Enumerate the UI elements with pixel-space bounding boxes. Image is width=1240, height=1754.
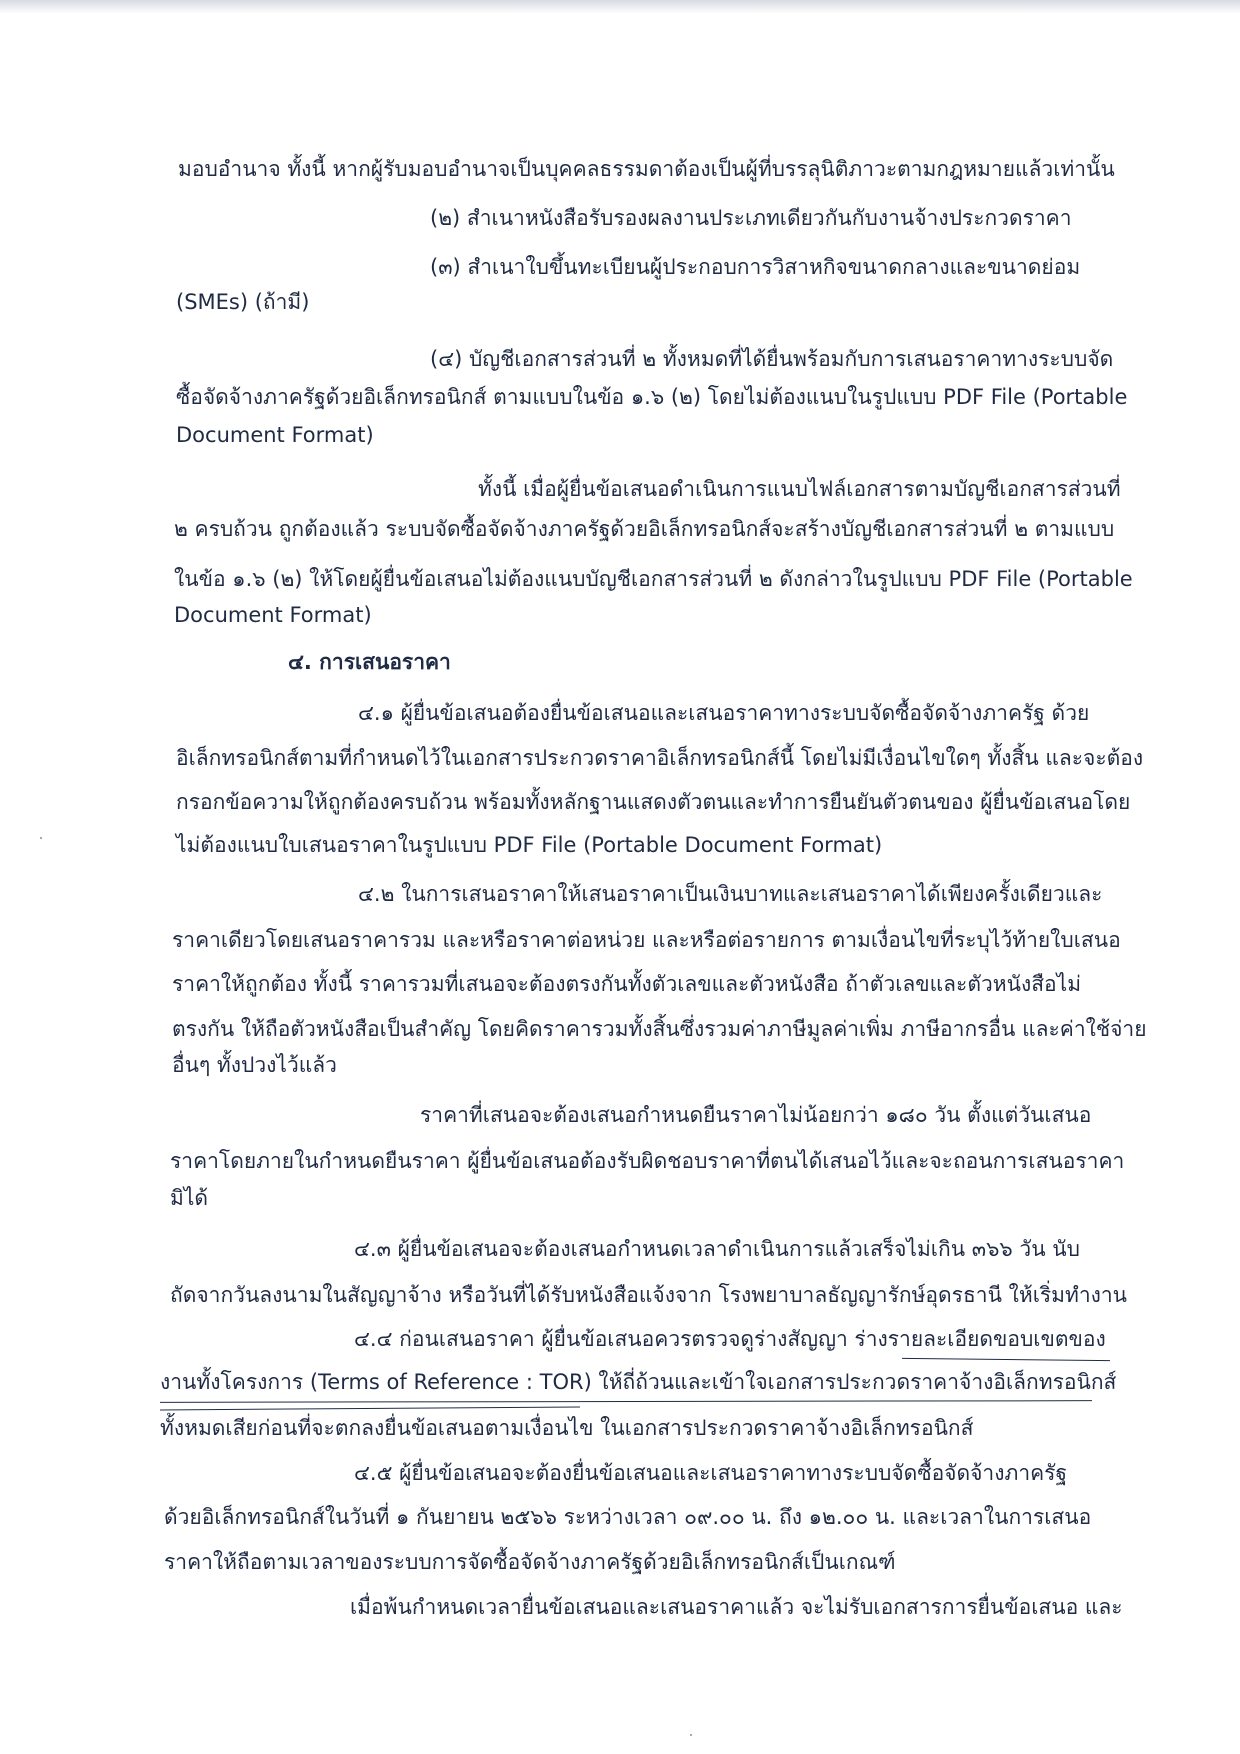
text-line: Document Format) — [176, 423, 374, 447]
text-line: ทั้งนี้ เมื่อผู้ยื่นข้อเสนอดำเนินการแนบไฟล์เอกสารตามบัญชีเอกสารส่วนที่ — [478, 477, 1121, 501]
scan-speck — [40, 837, 42, 839]
text-line: งานทั้งโครงการ (Terms of Reference : TOR) ให้ถี่ถ้วนและเข้าใจเอกสารประกวดราคาจ้างอิเล็กทรอนิกส์ — [160, 1370, 1117, 1394]
text-line: มิได้ — [170, 1186, 209, 1210]
text-line: ถัดจากวันลงนามในสัญญาจ้าง หรือวันที่ได้รับหนังสือแจ้งจาก โรงพยาบาลธัญญารักษ์อุดรธานี ให้เริ่มทำงาน — [170, 1283, 1128, 1307]
text-line: (๒) สำเนาหนังสือรับรองผลงานประเภทเดียวกันกับงานจ้างประกวดราคา — [430, 206, 1072, 230]
text-line: (๓) สำเนาใบขึ้นทะเบียนผู้ประกอบการวิสาหกิจขนาดกลางและขนาดย่อม — [430, 255, 1081, 279]
section-heading: ๔. การเสนอราคา — [288, 650, 451, 674]
text-line: ทั้งหมดเสียก่อนที่จะตกลงยื่นข้อเสนอตามเงื่อนไข ในเอกสารประกวดราคาจ้างอิเล็กทรอนิกส์ — [160, 1416, 974, 1440]
text-line: กรอกข้อความให้ถูกต้องครบถ้วน พร้อมทั้งหลักฐานแสดงตัวตนและทำการยืนยันตัวตนของ ผู้ยื่นข้อเสนอโดย — [176, 790, 1131, 814]
text-line: อื่นๆ ทั้งปวงไว้แล้ว — [172, 1053, 337, 1077]
text-line: อิเล็กทรอนิกส์ตามที่กำหนดไว้ในเอกสารประกวดราคาอิเล็กทรอนิกส์นี้ โดยไม่มีเงื่อนไขใดๆ ทั้งสิ้น และจะต้อง — [176, 746, 1144, 770]
scan-edge-shadow — [0, 0, 1240, 14]
text-line: ซื้อจัดจ้างภาครัฐด้วยอิเล็กทรอนิกส์ ตามแบบในข้อ ๑.๖ (๒) โดยไม่ต้องแนบในรูปแบบ PDF File (Portable — [176, 385, 1128, 409]
text-line: ในข้อ ๑.๖ (๒) ให้โดยผู้ยื่นข้อเสนอไม่ต้องแนบบัญชีเอกสารส่วนที่ ๒ ดังกล่าวในรูปแบบ PDF File (Portable — [174, 567, 1133, 591]
text-line: (SMEs) (ถ้ามี) — [176, 290, 310, 314]
handwritten-underline — [160, 1407, 580, 1411]
text-line: ๔.๔ ก่อนเสนอราคา ผู้ยื่นข้อเสนอควรตรวจดูร่างสัญญา ร่างรายละเอียดขอบเขตของ — [354, 1327, 1106, 1351]
text-line: ไม่ต้องแนบใบเสนอราคาในรูปแบบ PDF File (Portable Document Format) — [176, 833, 883, 857]
text-line: ด้วยอิเล็กทรอนิกส์ในวันที่ ๑ กันยายน ๒๕๖๖ ระหว่างเวลา ๐๙.๐๐ น. ถึง ๑๒.๐๐ น. และเวลาในการเสนอ — [164, 1505, 1092, 1529]
text-line: Document Format) — [174, 603, 372, 627]
handwritten-underline — [160, 1400, 1092, 1403]
text-line: ๔.๕ ผู้ยื่นข้อเสนอจะต้องยื่นข้อเสนอและเสนอราคาทางระบบจัดซื้อจัดจ้างภาครัฐ — [354, 1461, 1068, 1485]
scan-speck — [690, 1734, 692, 1736]
text-line: ๔.๒ ในการเสนอราคาให้เสนอราคาเป็นเงินบาทและเสนอราคาได้เพียงครั้งเดียวและ — [358, 882, 1103, 906]
text-line: เมื่อพ้นกำหนดเวลายื่นข้อเสนอและเสนอราคาแล้ว จะไม่รับเอกสารการยื่นข้อเสนอ และ — [350, 1595, 1123, 1619]
text-line: ราคาให้ถือตามเวลาของระบบการจัดซื้อจัดจ้างภาครัฐด้วยอิเล็กทรอนิกส์เป็นเกณฑ์ — [164, 1550, 896, 1574]
text-line: ๔.๓ ผู้ยื่นข้อเสนอจะต้องเสนอกำหนดเวลาดำเนินการแล้วเสร็จไม่เกิน ๓๖๖ วัน นับ — [354, 1237, 1080, 1261]
text-line: ราคาเดียวโดยเสนอราคารวม และหรือราคาต่อหน่วย และหรือต่อรายการ ตามเงื่อนไขที่ระบุไว้ท้ายใบเสนอ — [172, 928, 1121, 952]
text-line: ราคาที่เสนอจะต้องเสนอกำหนดยืนราคาไม่น้อยกว่า ๑๘๐ วัน ตั้งแต่วันเสนอ — [420, 1103, 1092, 1127]
text-line: ๔.๑ ผู้ยื่นข้อเสนอต้องยื่นข้อเสนอและเสนอราคาทางระบบจัดซื้อจัดจ้างภาครัฐ ด้วย — [358, 701, 1090, 725]
text-line: ราคาให้ถูกต้อง ทั้งนี้ ราคารวมที่เสนอจะต้องตรงกันทั้งตัวเลขและตัวหนังสือ ถ้าตัวเลขและตัวหนังสือไม่ — [172, 972, 1082, 996]
text-line: มอบอำนาจ ทั้งนี้ หากผู้รับมอบอำนาจเป็นบุคคลธรรมดาต้องเป็นผู้ที่บรรลุนิติภาวะตามกฎหมายแล้วเท่านั้น — [178, 157, 1115, 181]
text-line: ๒ ครบถ้วน ถูกต้องแล้ว ระบบจัดซื้อจัดจ้างภาครัฐด้วยอิเล็กทรอนิกส์จะสร้างบัญชีเอกสารส่วนที่ ๒ ตามแบบ — [174, 517, 1115, 541]
text-line: ราคาโดยภายในกำหนดยืนราคา ผู้ยื่นข้อเสนอต้องรับผิดชอบราคาที่ตนได้เสนอไว้และจะถอนการเสนอราคา — [170, 1149, 1125, 1173]
handwritten-underline — [902, 1358, 1110, 1361]
text-line: (๔) บัญชีเอกสารส่วนที่ ๒ ทั้งหมดที่ได้ยื่นพร้อมกับการเสนอราคาทางระบบจัด — [430, 347, 1114, 371]
text-line: ตรงกัน ให้ถือตัวหนังสือเป็นสำคัญ โดยคิดราคารวมทั้งสิ้นซึ่งรวมค่าภาษีมูลค่าเพิ่ม ภาษีอากรอื่น และค่าใช้จ่าย — [172, 1017, 1147, 1041]
